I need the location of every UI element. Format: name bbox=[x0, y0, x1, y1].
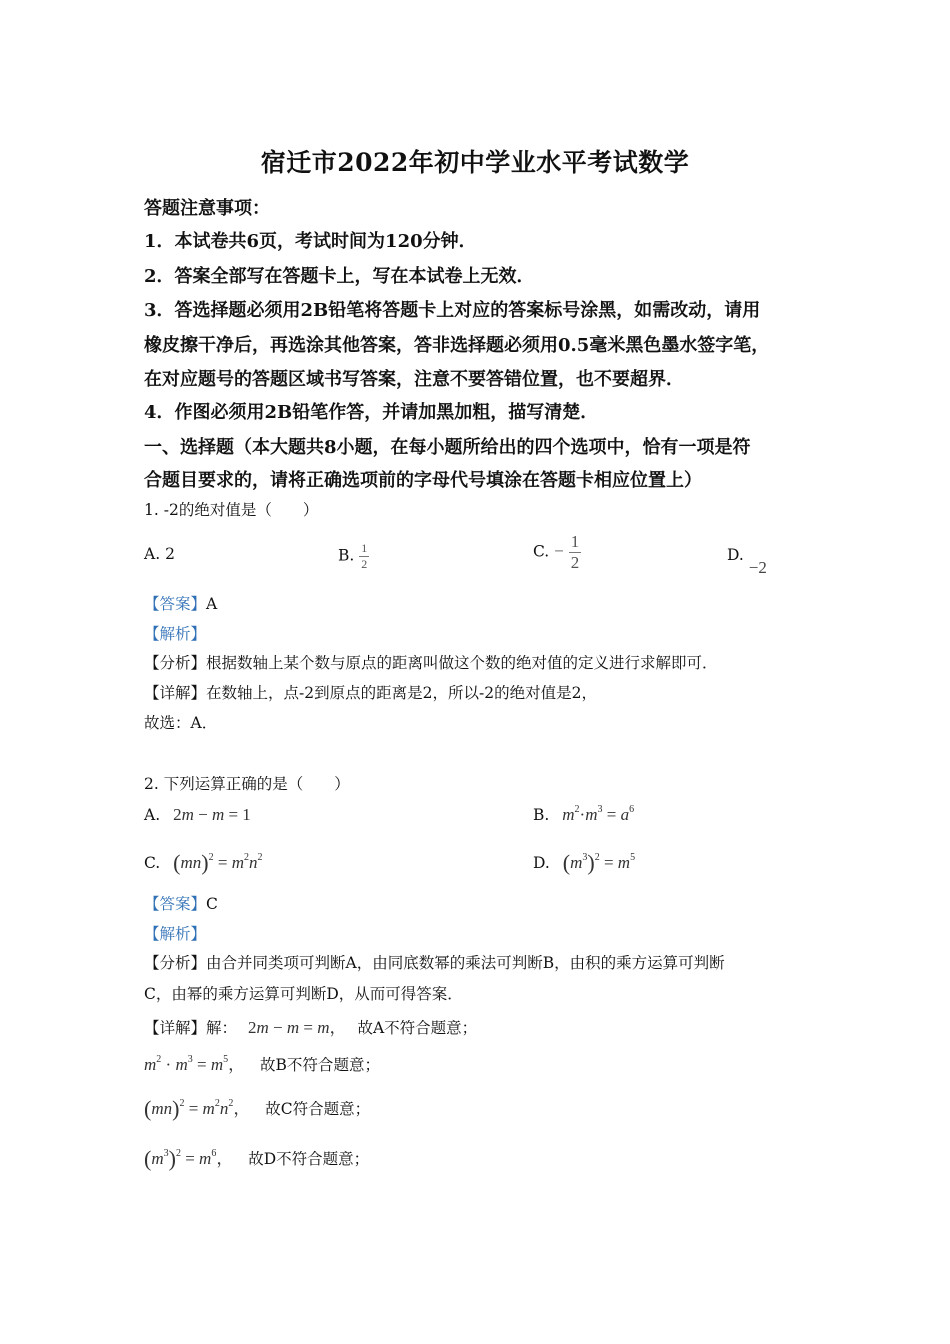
math-expression: $(mn)^2 = m^2n^2$ bbox=[173, 850, 263, 875]
section-heading-cont: 合题目要求的，请将正确选项前的字母代号填涂在答题卡相应位置上） bbox=[144, 470, 702, 491]
xiangjie-tag: 【详解】 bbox=[144, 1019, 207, 1037]
notice-item: 1．本试卷共6页，考试时间为120分钟． bbox=[144, 231, 477, 252]
step-text: 故A不符合题意； bbox=[357, 1019, 478, 1037]
xiangjie-prefix: 解： bbox=[206, 1019, 238, 1037]
q2-option-d bbox=[533, 850, 635, 876]
q1-xiangjie bbox=[144, 681, 597, 703]
q1-option-a bbox=[144, 545, 175, 563]
section-heading: 一、选择题（本大题共8小题，在每小题所给出的四个选项中，恰有一项是符 bbox=[144, 437, 751, 458]
option-label: B. bbox=[533, 806, 550, 824]
q1-stem: 1. -2的绝对值是（ ） bbox=[144, 501, 319, 519]
step-text: 故D不符合题意； bbox=[248, 1150, 370, 1168]
math-expression: $(m^3)^2 = m^5$ bbox=[562, 850, 636, 875]
option-label: A. bbox=[144, 545, 161, 563]
fraction-numerator: 1 bbox=[570, 532, 580, 551]
fraction bbox=[359, 541, 369, 572]
step-text: 故C符合题意； bbox=[265, 1100, 371, 1118]
option-value: 2 bbox=[165, 545, 175, 563]
q1-answer bbox=[144, 592, 217, 614]
option-label: A. bbox=[144, 806, 161, 824]
math-expression: 2m − m = m， bbox=[247, 1018, 347, 1037]
q1-fenxi bbox=[144, 651, 718, 673]
fenxi-text: 根据数轴上某个数与原点的距离叫做这个数的绝对值的定义进行求解即可． bbox=[206, 654, 718, 672]
option-label: C. bbox=[144, 854, 161, 872]
q2-option-a bbox=[144, 805, 251, 825]
q2-step-4 bbox=[144, 1144, 369, 1172]
option-value: −2 bbox=[748, 558, 767, 577]
option-label: B. bbox=[338, 546, 355, 565]
answer-value: A bbox=[206, 595, 218, 613]
fraction bbox=[569, 532, 582, 573]
fenxi-tag: 【分析】 bbox=[144, 654, 207, 672]
math-expression: $m^2 \cdot m^3 = m^5$， bbox=[144, 1054, 246, 1074]
notice-heading: 答题注意事项： bbox=[144, 198, 270, 219]
fraction-denominator: 2 bbox=[570, 553, 580, 572]
math-expression: 2m − m = 1 bbox=[173, 805, 251, 824]
option-label: D. bbox=[727, 546, 744, 564]
fraction-denominator: 2 bbox=[361, 557, 368, 571]
notice-item: 在对应题号的答题区域书写答案，注意不要答错位置，也不要超界． bbox=[144, 369, 684, 390]
answer-tag: 【答案】 bbox=[144, 595, 207, 613]
answer-tag: 【答案】 bbox=[144, 895, 207, 913]
answer-value: C bbox=[206, 895, 218, 913]
q2-analysis-tag: 【解析】 bbox=[144, 925, 207, 943]
q2-step-2 bbox=[144, 1050, 380, 1075]
xiangjie-tag: 【详解】 bbox=[144, 684, 207, 702]
math-expression: $m^2\cdot m^3 = a^6$ bbox=[562, 804, 635, 824]
notice-item: 2．答案全部写在答题卡上，写在本试卷上无效． bbox=[144, 266, 535, 287]
q2-fenxi-cont: C，由幂的乘方运算可判断D，从而可得答案． bbox=[144, 985, 463, 1003]
q2-option-c bbox=[144, 850, 262, 876]
q2-step-3 bbox=[144, 1094, 370, 1122]
q2-stem: 2. 下列运算正确的是（ ） bbox=[144, 775, 350, 793]
notice-item: 橡皮擦干净后，再选涂其他答案，答非选择题必须用0.5毫米黑色墨水签字笔， bbox=[144, 335, 770, 356]
q1-option-c bbox=[533, 532, 581, 573]
step-text: 故B不符合题意； bbox=[260, 1056, 380, 1074]
q2-option-b bbox=[533, 805, 634, 825]
q2-fenxi bbox=[144, 951, 725, 973]
notice-item: 4．作图必须用2B铅笔作答，并请加黑加粗，描写清楚． bbox=[144, 402, 599, 423]
q1-conclusion: 故选：A． bbox=[144, 714, 218, 732]
page-title: 宿迁市2022年初中学业水平考试数学 bbox=[260, 148, 690, 177]
q1-option-d bbox=[727, 545, 767, 577]
minus-sign: − bbox=[554, 541, 564, 561]
q1-option-b bbox=[338, 541, 369, 572]
math-expression: $(m^3)^2 = m^6$， bbox=[144, 1146, 234, 1171]
option-label: C. bbox=[533, 542, 550, 561]
fenxi-tag: 【分析】 bbox=[144, 954, 207, 972]
notice-item: 3．答选择题必须用2B铅笔将答题卡上对应的答案标号涂黑，如需改动，请用 bbox=[144, 300, 761, 321]
fraction-numerator: 1 bbox=[361, 541, 368, 555]
q2-answer bbox=[144, 892, 218, 914]
xiangjie-text: 在数轴上，点-2到原点的距离是2，所以-2的绝对值是2， bbox=[206, 684, 597, 702]
fenxi-text: 由合并同类项可判断A，由同底数幂的乘法可判断B，由积的乘方运算可判断 bbox=[206, 954, 725, 972]
q1-analysis-tag: 【解析】 bbox=[144, 625, 207, 643]
q2-xiangjie bbox=[144, 1013, 477, 1038]
math-expression: $(mn)^2 = m^2n^2$， bbox=[144, 1096, 251, 1121]
option-label: D. bbox=[533, 854, 550, 872]
